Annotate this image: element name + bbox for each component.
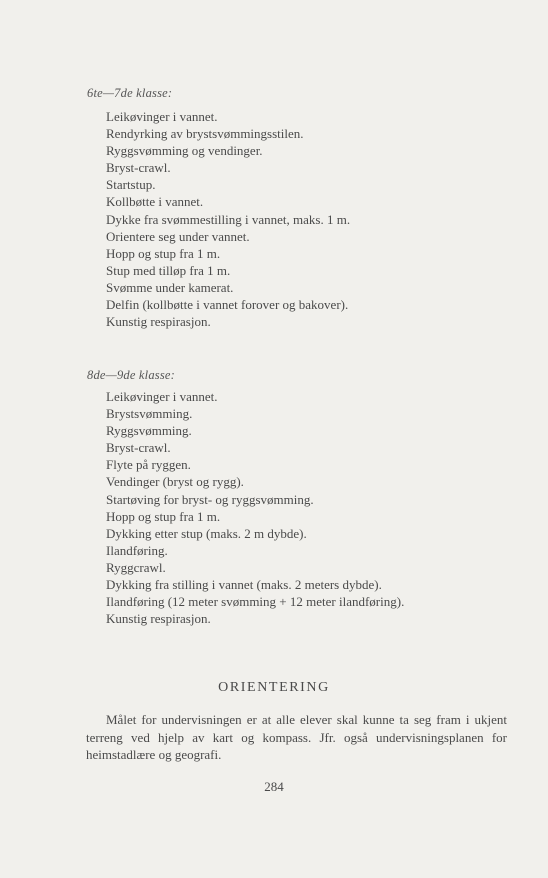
body-paragraph: Målet for undervisningen er at alle elever skal kunne ta seg fram i ukjent terreng ved hjelp av kart og kompass. Jfr. også undervisningsplanen for heimstadlære og geografi. [86, 712, 507, 762]
list-item: Hopp og stup fra 1 m. [106, 245, 221, 261]
list-item: Kunstig respirasjon. [106, 611, 211, 627]
exercise-list-8-9 [106, 388, 404, 627]
list-item: Ryggsvømming og vendinger. [106, 143, 263, 159]
list-item: Bryst-crawl. [106, 160, 171, 176]
list-item: Ryggcrawl. [106, 559, 166, 575]
list-item: Startstup. [106, 177, 156, 193]
list-item: Dykking fra stilling i vannet (maks. 2 meters dybde). [106, 577, 382, 593]
list-item: Ilandføring (12 meter svømming + 12 meter ilandføring). [106, 594, 405, 610]
list-item: Kollbøtte i vannet. [106, 194, 204, 210]
list-item: Startøving for bryst- og ryggsvømming. [106, 491, 314, 507]
list-item: Leikøvinger i vannet. [106, 389, 218, 404]
list-item: Ryggsvømming. [106, 423, 192, 439]
grade-heading-6-7: 6te—7de klasse: [87, 86, 173, 100]
list-item: Svømme under kamerat. [106, 279, 234, 295]
list-item: Rendyrking av brystsvømmingsstilen. [106, 126, 304, 142]
list-item: Vendinger (bryst og rygg). [106, 474, 244, 490]
list-item: Brystsvømming. [106, 406, 193, 422]
section-title: ORIENTERING [218, 680, 330, 695]
list-item: Bryst-crawl. [106, 440, 171, 456]
list-item: Delfin (kollbøtte i vannet forover og bakover). [106, 297, 349, 313]
page-number: 284 [264, 779, 284, 794]
list-item: Kunstig respirasjon. [106, 314, 211, 330]
list-item: Flyte på ryggen. [106, 457, 191, 473]
list-item: Ilandføring. [106, 542, 168, 558]
list-item: Orientere seg under vannet. [106, 228, 250, 244]
list-item: Dykke fra svømmestilling i vannet, maks. 1 m. [106, 211, 351, 227]
exercise-list-6-7 [106, 108, 350, 330]
list-item: Hopp og stup fra 1 m. [106, 508, 221, 524]
list-item: Stup med tilløp fra 1 m. [106, 262, 231, 278]
list-item: Dykking etter stup (maks. 2 m dybde). [106, 525, 307, 541]
list-item: Leikøvinger i vannet. [106, 109, 218, 124]
grade-heading-8-9: 8de—9de klasse: [87, 368, 176, 382]
